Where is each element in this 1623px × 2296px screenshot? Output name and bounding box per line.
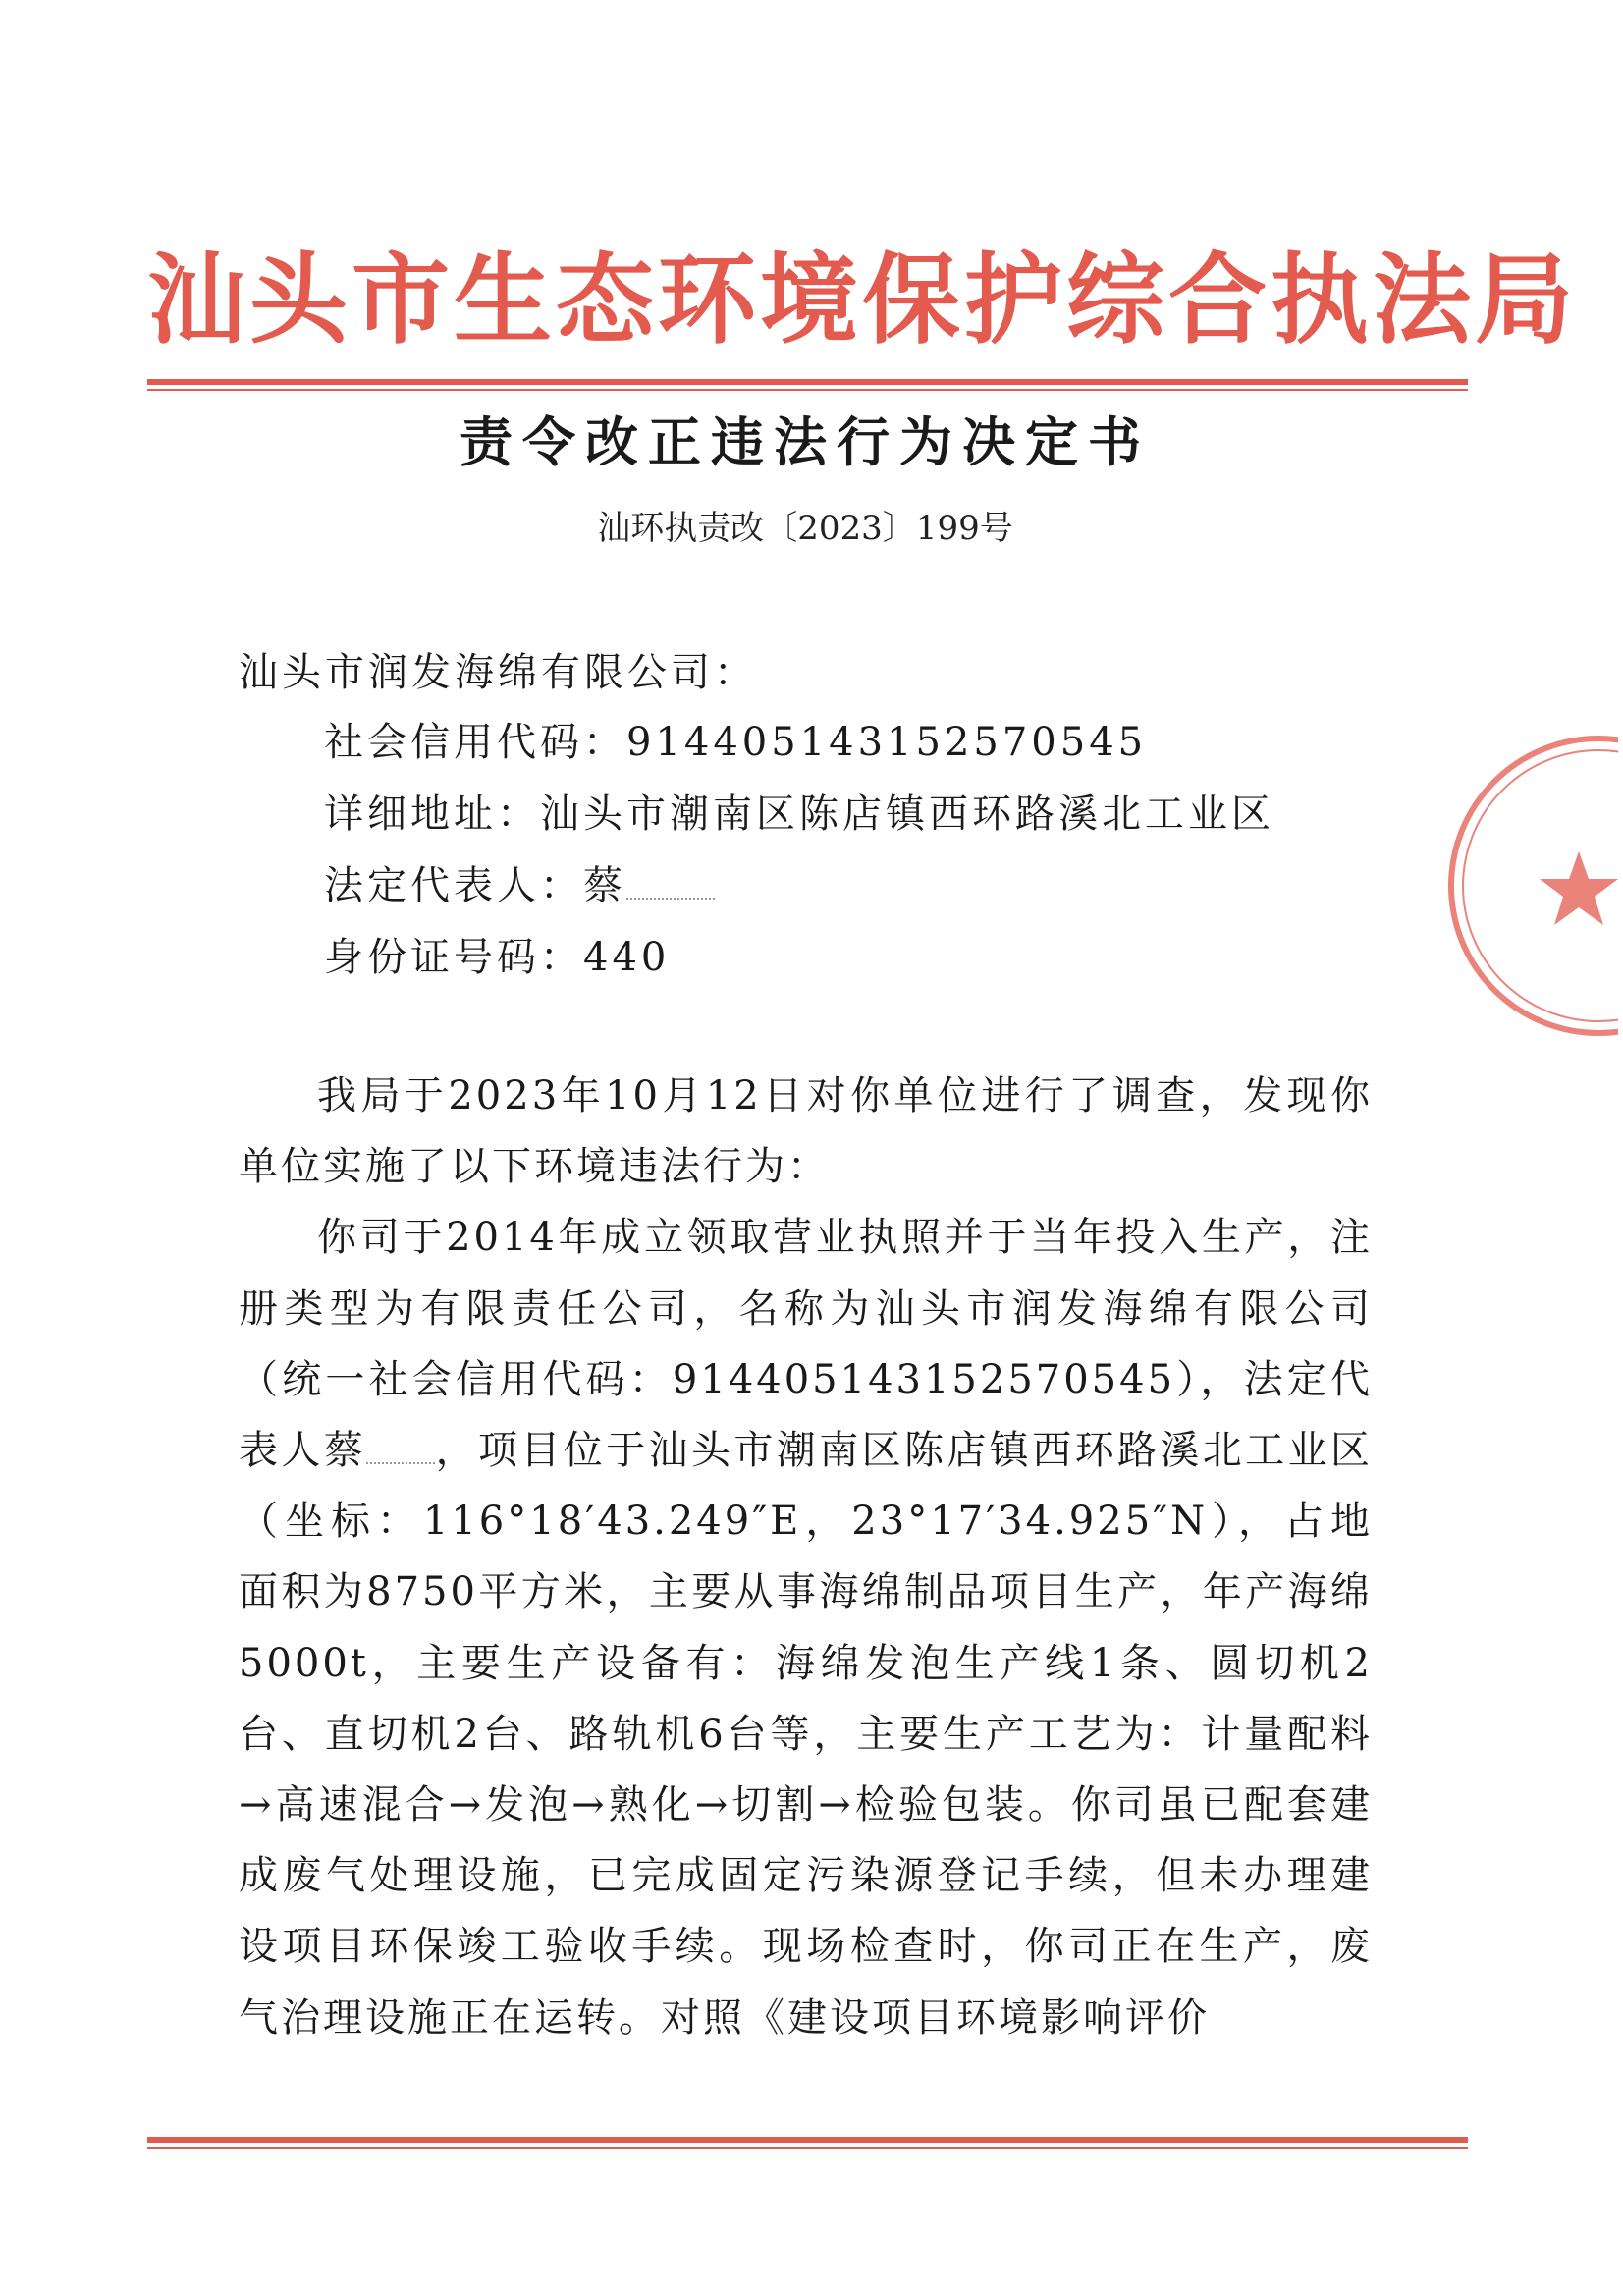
header-rule: [147, 379, 1468, 385]
document-title: 责令改正违法行为决定书: [460, 410, 1151, 473]
id-number-row: [324, 922, 1274, 994]
redacted-mark: [366, 1443, 435, 1464]
paragraph-violation-head: 你司于2014年成立领取营业执照并于当年投入生产，注册类型为有限责任公司，名称为汕头市润发海绵有限公司（统一社会信用代码：914405143152570545），法定代表人蔡: [239, 1215, 1373, 1474]
legal-rep-row: [324, 850, 1274, 922]
official-seal: [1441, 724, 1618, 1048]
document-number: 汕环执责改〔2023〕199号: [597, 509, 1013, 548]
address-label: 详细地址：: [324, 792, 540, 837]
body-text: [239, 1061, 1373, 2053]
credit-code-value: 914405143152570545: [626, 720, 1148, 765]
id-number-value: 440: [583, 935, 671, 980]
credit-code-row: [324, 707, 1274, 779]
redacted-mark: [626, 878, 715, 900]
paragraph-violation-tail: ，项目位于汕头市潮南区陈店镇西环路溪北工业区（坐标：116°18′43.249″E，23°17′34.925″N），占地面积为8750平方米，主要从事海绵制品项目生产，年产海绵5000t，主要生产设备有：海绵发泡生产线1条、圆切机2台、直切机2台、路轨机6台等，主要生产工艺为：计量配料→高速混合→发泡→熟化→切割→检验包装。你司虽已配套建成废气处理设施，已完成固定污染源登记手续，但未办理建设项目环保竣工验收手续。现场检查时，你司正在生产，废气治理设施正在运转。对照《建设项目环境影响评价: [239, 1428, 1374, 2041]
id-number-label: 身份证号码：: [324, 935, 583, 980]
legal-rep-value: 蔡: [583, 863, 626, 908]
legal-rep-label: 法定代表人：: [324, 863, 583, 908]
recipient-name: 汕头市润发海绵有限公司：: [239, 650, 757, 695]
recipient-info: [324, 707, 1274, 994]
seal-star-icon: [1540, 851, 1618, 925]
credit-code-label: 社会信用代码：: [324, 720, 626, 765]
agency-title: 汕头市生态环境保护综合执法局: [147, 242, 1577, 357]
footer-rule: [147, 2137, 1468, 2143]
address-value: 汕头市潮南区陈店镇西环路溪北工业区: [540, 792, 1274, 837]
paragraph-investigation: 我局于2023年10月12日对你单位进行了调查，发现你单位实施了以下环境违法行为：: [239, 1073, 1373, 1190]
address-row: [324, 779, 1274, 850]
paragraph-violation: [239, 1202, 1373, 2052]
